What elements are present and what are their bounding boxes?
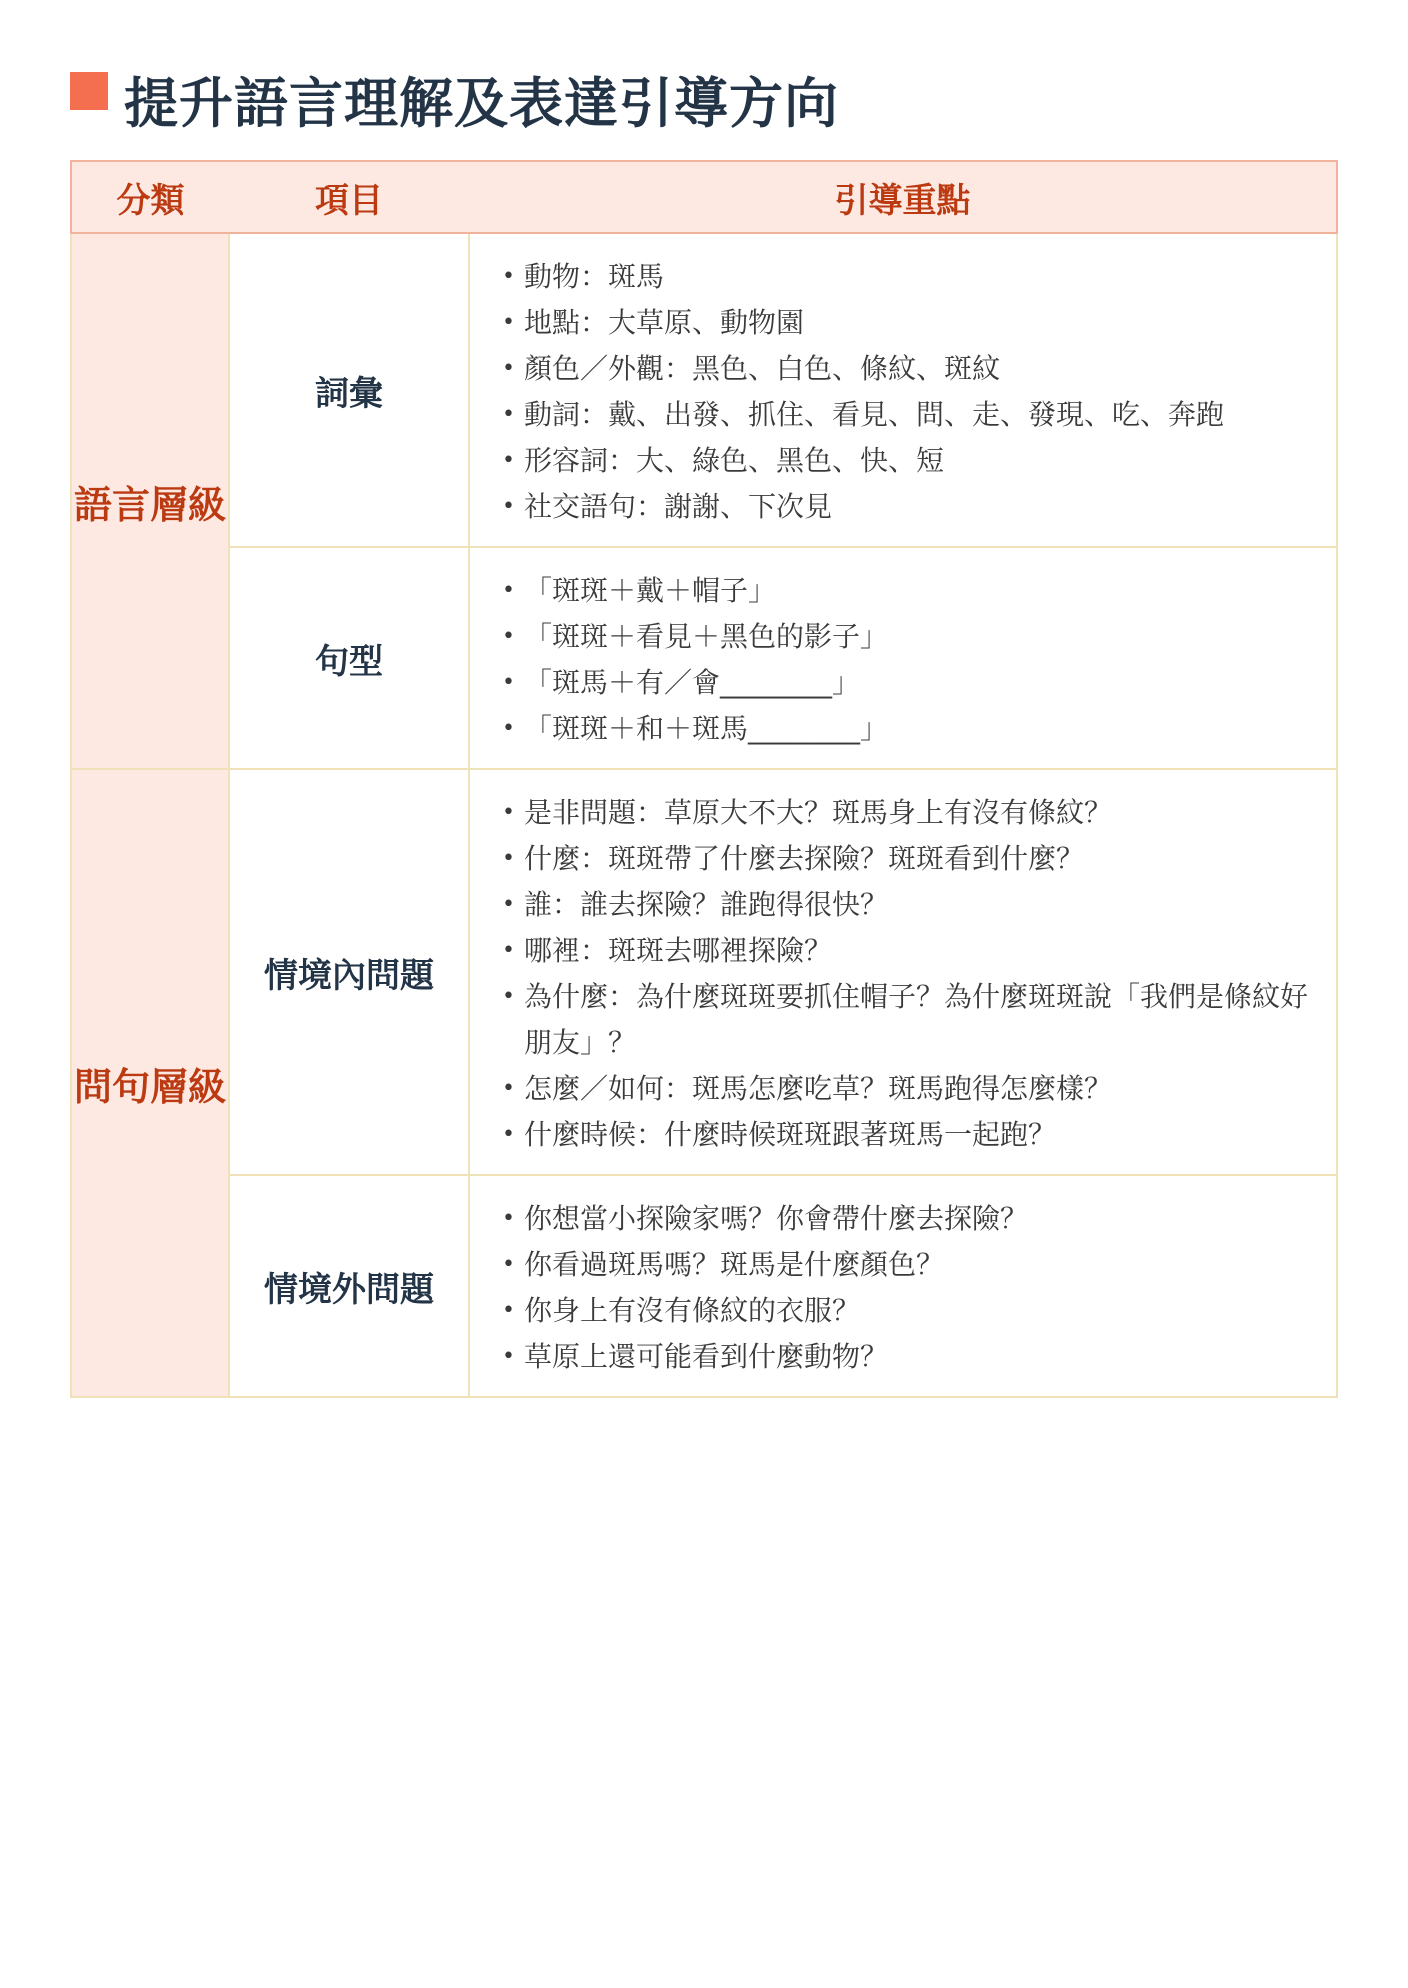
item-sentence-pattern: 句型 [229, 547, 469, 769]
list-item: • 社交語句：謝謝、下次見 [500, 484, 1312, 530]
list-item: • 動物：斑馬 [500, 254, 1312, 300]
list-item: • 草原上還可能看到什麼動物？ [500, 1334, 1312, 1380]
list-item: • 形容詞：大、綠色、黑色、快、短 [500, 438, 1312, 484]
focus-points-vocabulary [469, 233, 1337, 547]
list-item: • 是非問題：草原大不大？斑馬身上有沒有條紋？ [500, 790, 1312, 836]
item-in-context-questions: 情境內問題 [229, 769, 469, 1175]
guidance-table [70, 160, 1338, 1398]
header-item: 項目 [229, 161, 469, 233]
focus-points-sentence-pattern [469, 547, 1337, 769]
list-item: • 什麼：斑斑帶了什麼去探險？斑斑看到什麼？ [500, 836, 1312, 882]
title-marker [70, 72, 108, 110]
list-item: • 「斑斑＋看見＋黑色的影子」 [500, 614, 1312, 660]
list-item: • 「斑斑＋和＋斑馬________」 [500, 706, 1312, 752]
list-item: • 地點：大草原、動物園 [500, 300, 1312, 346]
table-row [71, 1175, 1337, 1397]
list-item: • 你看過斑馬嗎？斑馬是什麼顏色？ [500, 1242, 1312, 1288]
list-item: • 你身上有沒有條紋的衣服？ [500, 1288, 1312, 1334]
table-row [71, 769, 1337, 1175]
list-item: • 你想當小探險家嗎？你會帶什麼去探險？ [500, 1196, 1312, 1242]
item-out-of-context-questions: 情境外問題 [229, 1175, 469, 1397]
list-item: • 顏色／外觀：黑色、白色、條紋、斑紋 [500, 346, 1312, 392]
list-item: • 動詞：戴、出發、抓住、看見、問、走、發現、吃、奔跑 [500, 392, 1312, 438]
header-focus: 引導重點 [469, 161, 1337, 233]
list-item: • 「斑斑＋戴＋帽子」 [500, 568, 1312, 614]
focus-points-in-context [469, 769, 1337, 1175]
list-item: • 哪裡：斑斑去哪裡探險？ [500, 928, 1312, 974]
list-item: • 怎麼／如何：斑馬怎麼吃草？斑馬跑得怎麼樣？ [500, 1066, 1312, 1112]
list-item: • 「斑馬＋有／會________」 [500, 660, 1312, 706]
table-header-row [71, 161, 1337, 233]
list-item: • 為什麼：為什麼斑斑要抓住帽子？為什麼斑斑說「我們是條紋好朋友」？ [500, 974, 1312, 1066]
header-category: 分類 [71, 161, 229, 233]
table-row [71, 233, 1337, 547]
table-row [71, 547, 1337, 769]
page-title: 提升語言理解及表達引導方向 [124, 72, 839, 135]
focus-points-out-of-context [469, 1175, 1337, 1397]
category-language-level: 語言層級 [71, 233, 229, 769]
list-item: • 誰：誰去探險？誰跑得很快？ [500, 882, 1312, 928]
category-question-level: 問句層級 [71, 769, 229, 1397]
item-vocabulary: 詞彙 [229, 233, 469, 547]
list-item: • 什麼時候：什麼時候斑斑跟著斑馬一起跑？ [500, 1112, 1312, 1158]
